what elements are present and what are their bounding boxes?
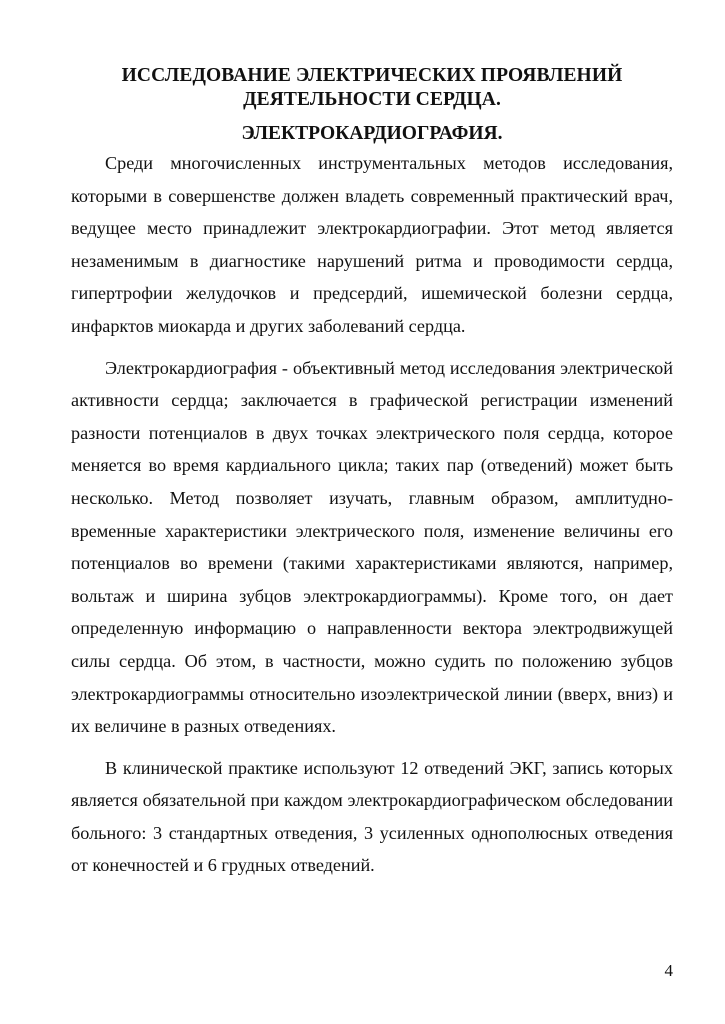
section-subtitle: ЭЛЕКТРОКАРДИОГРАФИЯ. <box>241 123 503 144</box>
title-line-1: ИССЛЕДОВАНИЕ ЭЛЕКТРИЧЕСКИХ ПРОЯВЛЕНИЙ <box>121 65 623 86</box>
page-title <box>71 64 673 112</box>
paragraph-3: В клинической практике используют 12 отведений ЭКГ, запись которых является обязательной при каждом электрокардиографическом обследовании больного: 3 стандартных отведения, 3 усиленных однополюсных отведения от конечностей и 6 грудных отведений. <box>71 757 673 876</box>
paragraph-1: Среди многочисленных инструментальных методов исследования, которыми в совершенстве должен владеть современный практический врач, ведущее место принадлежит электрокардиографии. Этот метод является незаменимым в диагностике нарушений ритма и проводимости сердца, гипертрофии желудочков и предсердий, ишемической болезни сердца, инфарктов миокарда и других заболеваний сердца. <box>71 153 673 336</box>
title-line-2: ДЕЯТЕЛЬНОСТИ СЕРДЦА. <box>243 89 501 110</box>
paragraph-2: Электрокардиография - объективный метод исследования электрической активности сердца; заключается в графической регистрации изменений разности потенциалов в двух точках электрического поля сердца, которое меняется во время кардиального цикла; таких пар (отведений) может быть несколько. Метод позволяет изучать, главным образом, амплитудно-временные характеристики электрического поля, изменение величины его потенциалов во времени (такими характеристиками являются, например, вольтаж и ширина зубцов электрокардиограммы). Кроме того, он дает определенную информацию о направленности вектора электродвижущей силы сердца. Об этом, в частности, можно судить по положению зубцов электрокардиограммы относительно изоэлектрической линии (вверх, вниз) и их величине в разных отведениях. <box>71 357 673 737</box>
page-number: 4 <box>664 961 673 980</box>
